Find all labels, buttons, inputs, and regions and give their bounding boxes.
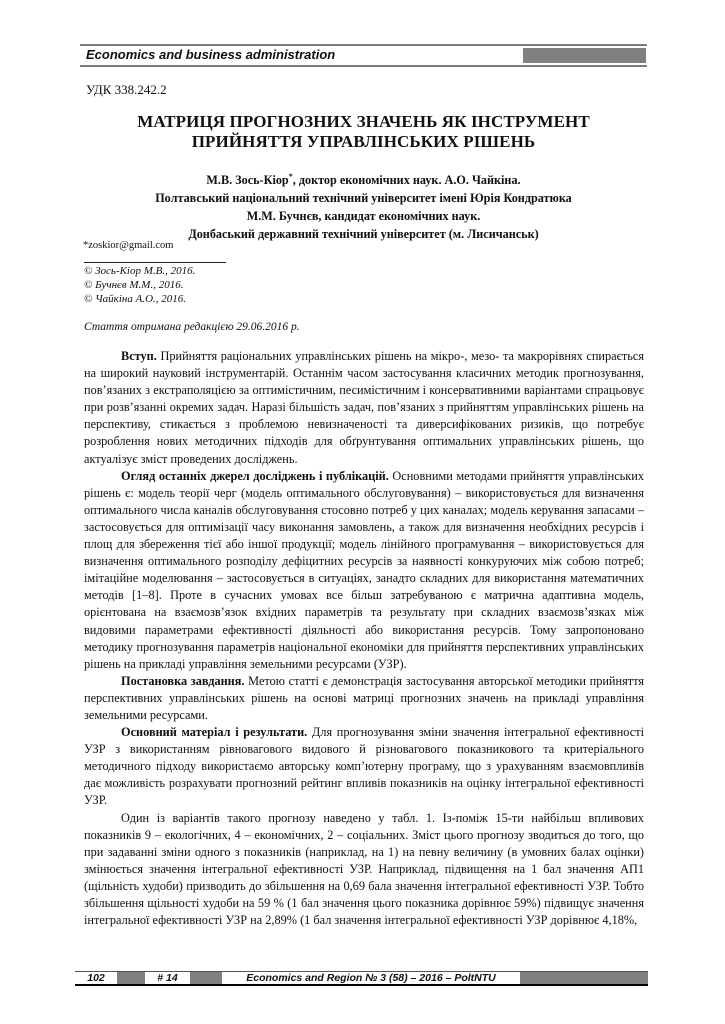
corresponding-author-mark: * [288, 172, 293, 181]
paper-title-line-2: ПРИЙНЯТТЯ УПРАВЛІНСЬКИХ РІШЕНЬ [191, 132, 536, 151]
header-gray-block [523, 48, 646, 63]
authors-block [80, 168, 647, 243]
section-text: Для прогнозування зміни значення інтегральної ефективності УЗР з використанням рівновагового видового й різновагового показникового та критеріального методичного підходу використаємо авторську комп’ютерну програму, що з урахуванням взаємовпливів дає можливість розрахувати прогнозний рейтинг впливів показників на оцінку інтегральної ефективності УЗР. [84, 725, 645, 808]
page-number: 102 [87, 972, 105, 984]
copyright-list [84, 264, 195, 306]
received-date: Стаття отримана редакцією 29.06.2016 р. [84, 321, 300, 333]
section-heading: Огляд останніх джерел досліджень і публікацій. [121, 468, 389, 483]
footnote-divider [84, 262, 226, 263]
section-heading: Вступ. [121, 349, 157, 363]
running-header [80, 44, 647, 67]
section-heading: Постановка завдання. [121, 673, 245, 688]
affiliation-2: Донбаський державний технічний університет (м. Лисичанськ) [188, 227, 539, 242]
section-heading: Основний матеріал і результати. [121, 725, 308, 740]
section-problem-statement [84, 673, 644, 724]
section-introduction [84, 348, 644, 468]
section-forecast-paragraph [84, 810, 644, 930]
author-email[interactable]: *zoskior@gmail.com [83, 240, 174, 251]
section-text: Метою статті є демонстрація застосування авторської методики прийняття перспективних управлінських рішень на основі матриці прогнозних значень на прикладі управління земельними ресурсами. [84, 673, 644, 722]
section-text: Прийняття раціональних управлінських рішень на мікро-, мезо- та макрорівнях спирається на широкий науковий інструментарій. Останнім часом застосування класичних методик прогнозування, пов’язаних з екстраполяцією за оптимістичним, песимістичним і консервативними варіантами спрацьовує при розв’язанні окремих задач. Наразі більшість задач, пов’язаних з прийняттям управлінських рішень на перспективу, стикається з проблемою невизначеності та диверсифікованих ризиків, що потребує розроблення нових методичних підходів для обґрунтування оптимальних управлінських рішень, що актуалізує зміст проведених досліджень. [84, 349, 644, 466]
paper-title [80, 112, 647, 152]
running-footer [75, 971, 648, 986]
footer-gray-block [190, 972, 222, 984]
journal-name: Economics and Region № 3 (58) – 2016 – PoltNTU [246, 972, 496, 984]
journal-section-title: Economics and business administration [86, 47, 336, 62]
copyright-item: © Зось-Кіор М.В., 2016. [84, 265, 196, 277]
author-name-1: М.В. Зось-Кіор [206, 173, 289, 188]
section-literature-review [84, 468, 644, 673]
author-line-1-rest: , доктор економічних наук. А.О. Чайкіна. [292, 173, 521, 188]
author-line-1 [80, 168, 647, 189]
affiliation-1: Полтавський національний технічний університет імені Юрія Кондратюка [155, 191, 572, 206]
issue-number: # 14 [157, 972, 178, 984]
udk-code: УДК 338.242.2 [86, 82, 167, 97]
paper-title-line-1: МАТРИЦЯ ПРОГНОЗНИХ ЗНАЧЕНЬ ЯК ІНСТРУМЕНТ [137, 112, 590, 131]
author-line-2: М.М. Бучнєв, кандидат економічних наук. [246, 209, 481, 224]
footer-gray-block [117, 972, 145, 984]
article-body [84, 348, 644, 929]
section-text: Один із варіантів такого прогнозу наведено у табл. 1. Із-поміж 15-ти найбільш впливових показників 9 – екологічних, 4 – економічних, 2 – соціальних. Зміст цього прогнозу зводиться до того, що при задаванні зміни одного з показників (наприклад, на 1) на певну величину (в умовних балах оцінки) змінюється значення інтегральної ефективності УЗР. Наприклад, підвищення на 1 бал значення АП1 (щільність худоби) призводить до збільшення на 0,69 бала значення інтегральної ефективності УЗР. Тобто збільшення щільності худоби на 59 % (1 бал значення цього показника дорівнює 59%) підвищує значення інтегральної ефективності УЗР на 2,89% (1 бал значення інтегральної ефективності УЗР дорівнює 4,18%, [84, 810, 644, 928]
copyright-item: © Бучнєв М.М., 2016. [84, 279, 184, 291]
section-main-results [84, 724, 644, 809]
copyright-item: © Чайкіна А.О., 2016. [84, 293, 187, 305]
section-text: Основними методами прийняття управлінських рішень є: модель теорії черг (модель оптимального обслуговування) – використовується для визначення оптимального числа каналів обслуговування стосовно потреб у цих каналах; модель керування запасами – застосовується для оптимізації часу виконання замовлень, а також для визначення необхідних ресурсів і площ для збереження тієї або іншої продукції; модель лінійного програмування – використовується для визначення оптимального розподілу дефіцитних ресурсів за наявності конкуруючих між собою потреб; імітаційне моделювання – застосовується в ситуаціях, занадто складних для використання математичних методів [1–8]. Проте в сучасних умовах все більш затребуваною є матрична адаптивна модель, орієнтована на взаємозв’язок вхідних параметрів та результату при складних взаємозв’язках між видовими параметрами ефективності діяльності або використання ресурсів. Тому запропоновано методику прогнозування параметрів національної економіки для прийняття перспективних управлінських рішень на прикладі управління земельними ресурсами (УЗР). [84, 468, 644, 671]
footer-gray-block [520, 972, 648, 984]
